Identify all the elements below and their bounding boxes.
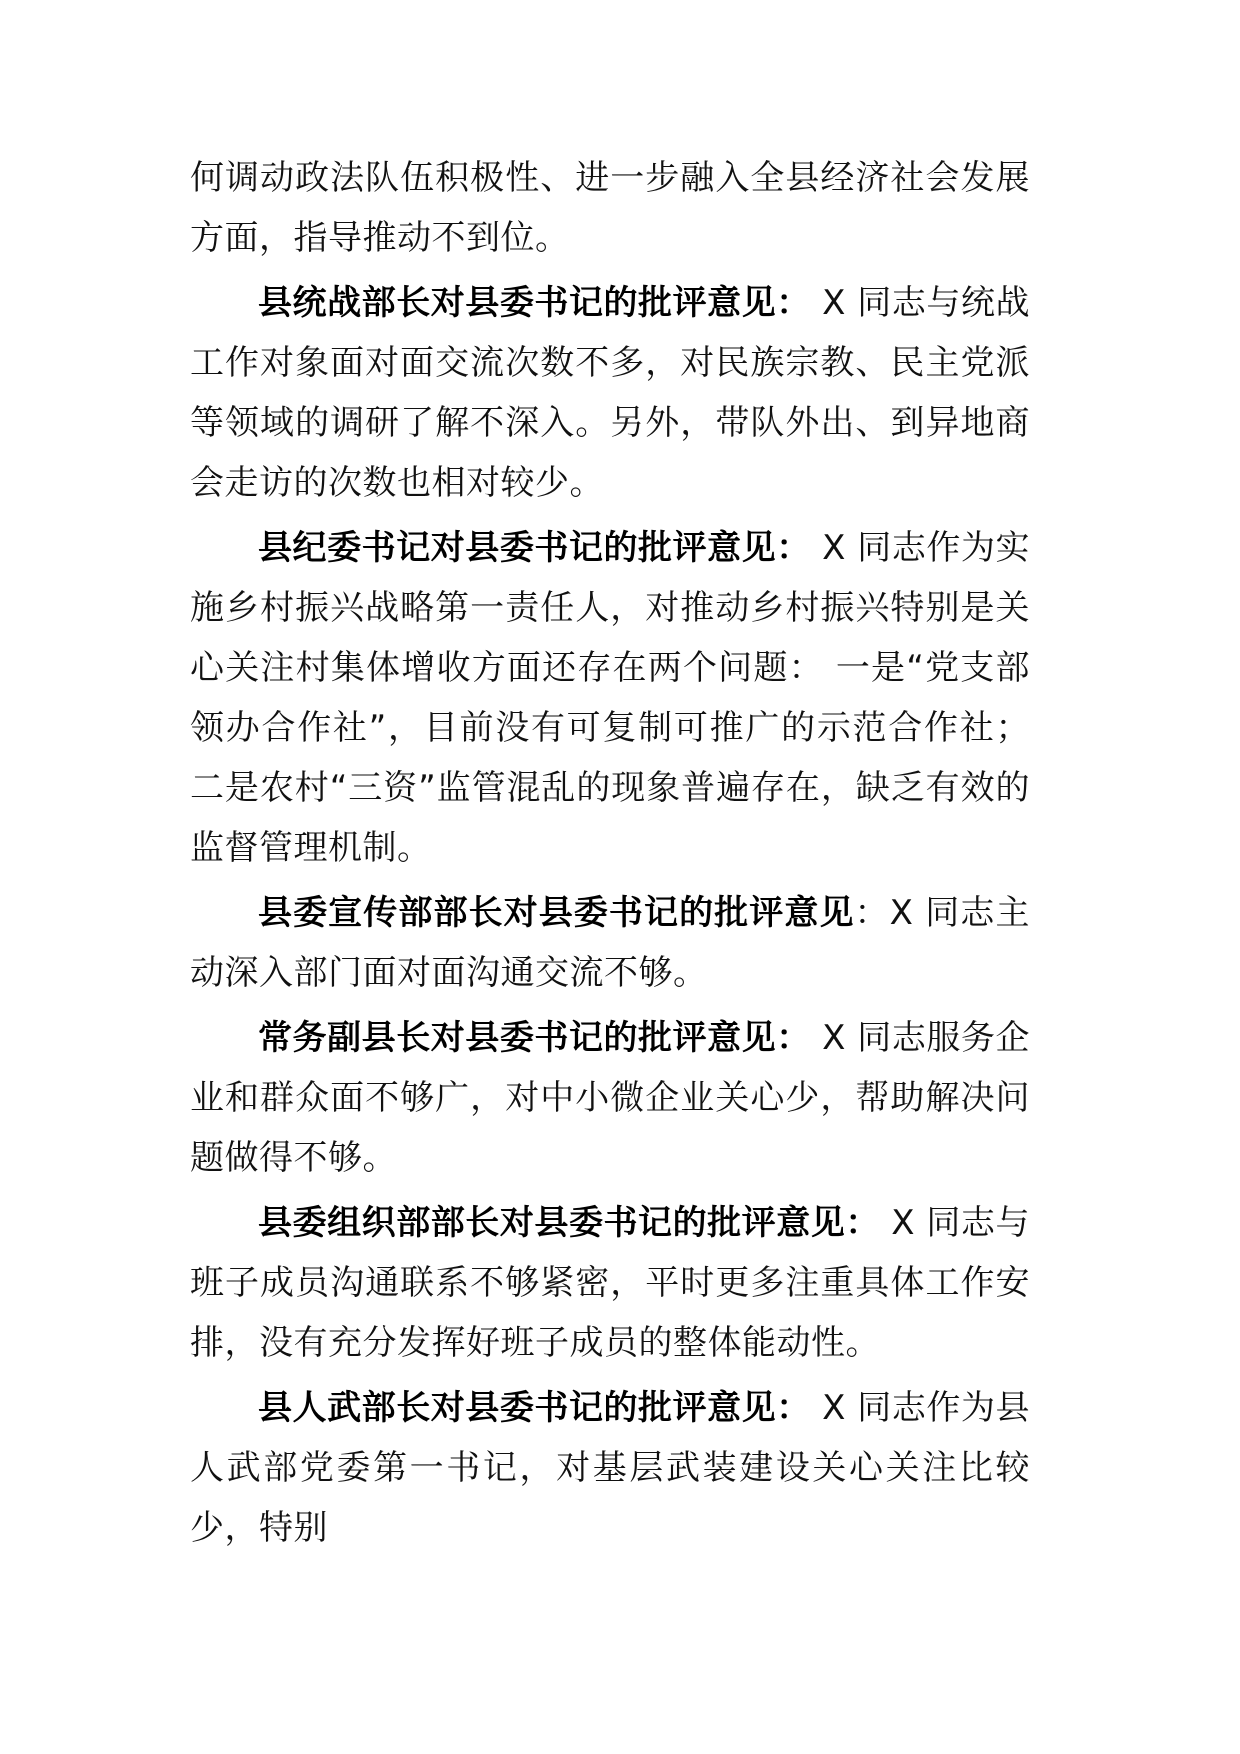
paragraph-armed-forces-critique <box>190 1378 1030 1558</box>
paragraph-continuation <box>190 148 1030 268</box>
paragraph-text: ：X 同志主动深入部门面对面沟通交流不够。 <box>190 893 1030 993</box>
paragraph-united-front-critique <box>190 273 1030 513</box>
paragraph-lead: 常务副县长对县委书记的批评意见： <box>258 1018 811 1058</box>
paragraph-lead: 县统战部长对县委书记的批评意见： <box>258 283 811 323</box>
paragraph-text: X 同志作为实施乡村振兴战略第一责任人，对推动乡村振兴特别是关心关注村集体增收方面还存在两个问题： 一是“党支部领办合作社”，目前没有可复制可推广的示范合作社；二是农村“三资”监管混乱的现象普遍存在，缺乏有效的监督管理机制。 <box>190 528 1030 868</box>
paragraph-text: X 同志服务企业和群众面不够广，对中小微企业关心少，帮助解决问题做得不够。 <box>190 1018 1030 1178</box>
paragraph-lead: 县委组织部部长对县委书记的批评意见： <box>258 1203 880 1243</box>
paragraph-lead: 县人武部长对县委书记的批评意见： <box>258 1388 811 1428</box>
paragraph-lead: 县委宣传部部长对县委书记的批评意见 <box>258 893 855 933</box>
paragraph-text: X 同志作为县人武部党委第一书记，对基层武装建设关心关注比较少，特别 <box>190 1388 1030 1548</box>
paragraph-discipline-critique <box>190 518 1030 878</box>
paragraph-organization-critique <box>190 1193 1030 1373</box>
paragraph-executive-vice-critique <box>190 1008 1030 1188</box>
document-body <box>190 148 1030 1558</box>
paragraph-publicity-critique <box>190 883 1030 1003</box>
paragraph-text: 何调动政法队伍积极性、进一步融入全县经济社会发展方面，指导推动不到位。 <box>190 158 1030 258</box>
paragraph-text: X 同志与统战工作对象面对面交流次数不多，对民族宗教、民主党派等领域的调研了解不深入。另外，带队外出、到异地商会走访的次数也相对较少。 <box>190 283 1030 503</box>
paragraph-lead: 县纪委书记对县委书记的批评意见： <box>258 528 811 568</box>
paragraph-text: X 同志与班子成员沟通联系不够紧密，平时更多注重具体工作安排，没有充分发挥好班子成员的整体能动性。 <box>190 1203 1030 1363</box>
